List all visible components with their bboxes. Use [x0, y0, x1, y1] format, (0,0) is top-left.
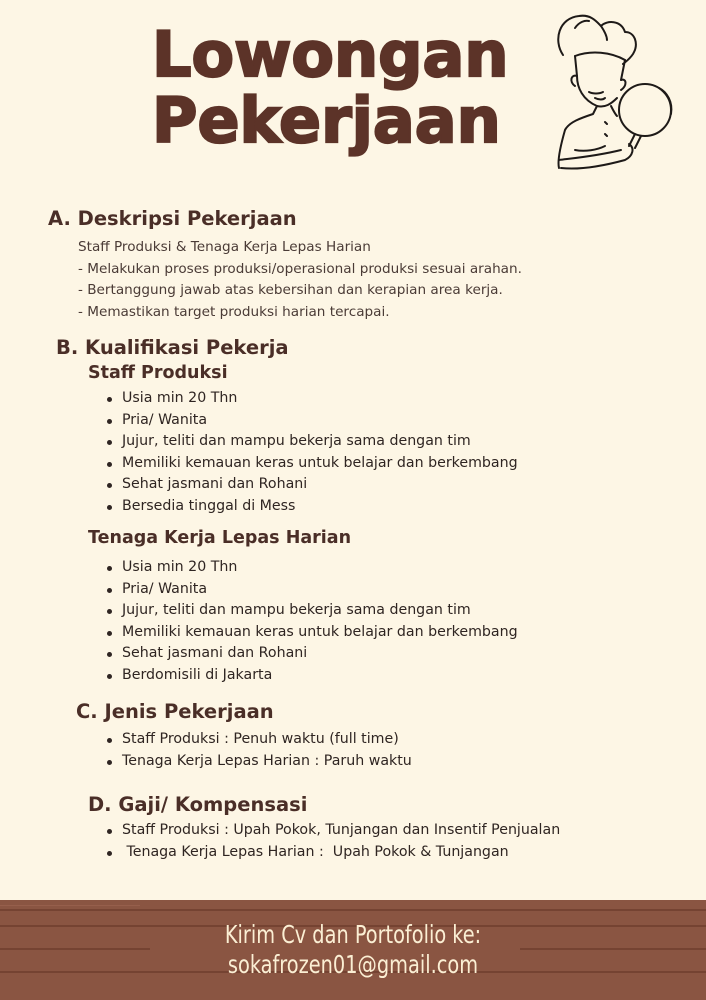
list-item: Sehat jasmani dan Rohani — [106, 474, 518, 496]
list-item: Berdomisili di Jakarta — [106, 665, 518, 687]
tenaga-kerja-qualifications — [106, 557, 518, 686]
list-item: Bersedia tinggal di Mess — [106, 496, 518, 518]
contact-instruction: Kirim Cv dan Portofolio ke: — [224, 920, 482, 949]
wood-plank-line — [0, 905, 140, 906]
section-a-description — [78, 237, 522, 323]
list-item: Pria/ Wanita — [106, 410, 518, 432]
section-d-heading: D. Gaji/ Kompensasi — [88, 793, 308, 816]
section-c-heading: C. Jenis Pekerjaan — [76, 700, 274, 723]
page-title — [152, 18, 509, 157]
contact-footer — [0, 900, 706, 1000]
list-item: Tenaga Kerja Lepas Harian : Paruh waktu — [106, 751, 412, 773]
description-line: - Melakukan proses produksi/operasional produksi sesuai arahan. — [78, 260, 522, 277]
description-line: - Bertanggung jawab atas kebersihan dan kerapian area kerja. — [78, 282, 503, 298]
list-item: Sehat jasmani dan Rohani — [106, 643, 518, 665]
staff-produksi-heading: Staff Produksi — [88, 363, 228, 383]
section-b-heading: B. Kualifikasi Pekerja — [56, 336, 289, 359]
job-type-list — [106, 729, 412, 772]
list-item: Staff Produksi : Upah Pokok, Tunjangan dan Insentif Penjualan — [106, 820, 560, 842]
list-item: Memiliki kemauan keras untuk belajar dan berkembang — [106, 453, 518, 475]
list-item: Usia min 20 Thn — [106, 388, 518, 410]
contact-email[interactable]: sokafrozen01@gmail.com — [227, 950, 479, 979]
wood-plank-line — [0, 909, 706, 911]
list-item: Jujur, teliti dan mampu bekerja sama dengan tim — [106, 600, 518, 622]
list-item: Tenaga Kerja Lepas Harian : Upah Pokok & Tunjangan — [106, 842, 560, 864]
list-item: Memiliki kemauan keras untuk belajar dan berkembang — [106, 622, 518, 644]
compensation-list — [106, 820, 560, 863]
description-line: - Memastikan target produksi harian tercapai. — [78, 303, 390, 320]
list-item: Staff Produksi : Penuh waktu (full time) — [106, 729, 412, 751]
title-line-2: Pekerjaan — [152, 84, 501, 157]
description-line: Staff Produksi & Tenaga Kerja Lepas Harian — [78, 239, 371, 255]
list-item: Jujur, teliti dan mampu bekerja sama dengan tim — [106, 431, 518, 453]
section-a-heading: A. Deskripsi Pekerjaan — [48, 207, 297, 230]
list-item: Pria/ Wanita — [106, 579, 518, 601]
chef-with-frying-pan-icon — [545, 10, 685, 170]
staff-produksi-qualifications — [106, 388, 518, 517]
list-item: Usia min 20 Thn — [106, 557, 518, 579]
tenaga-kerja-heading: Tenaga Kerja Lepas Harian — [88, 528, 352, 548]
title-line-1: Lowongan — [152, 18, 509, 91]
contact-text — [49, 920, 656, 980]
